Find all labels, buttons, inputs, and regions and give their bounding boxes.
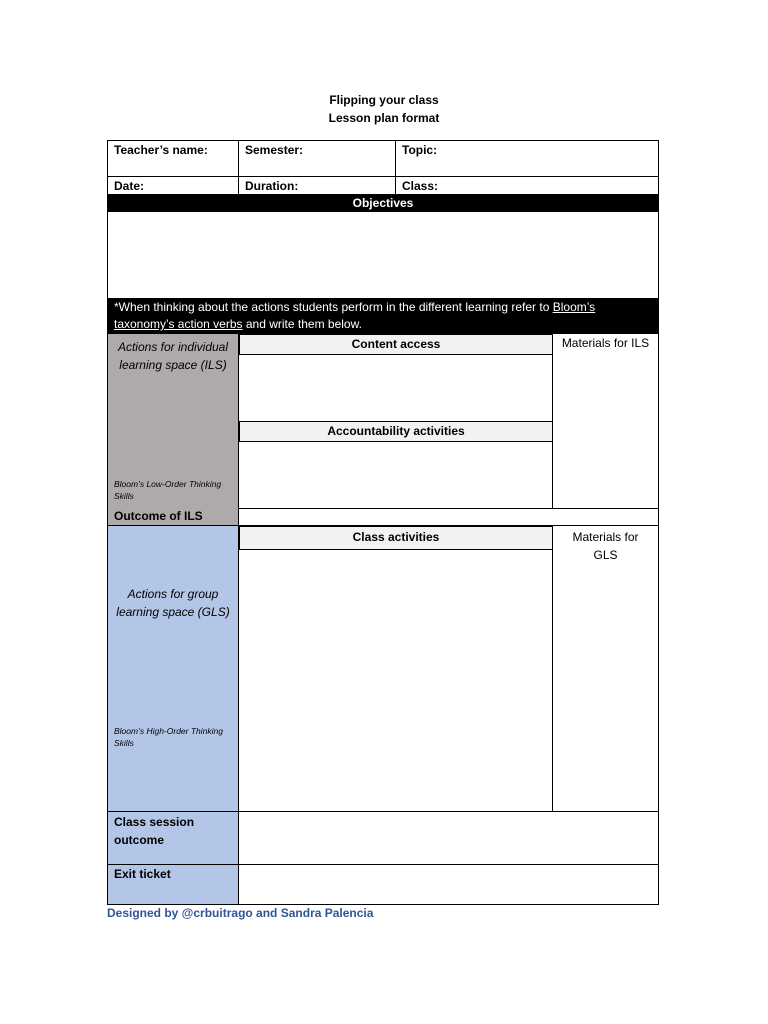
col-divider <box>395 141 396 194</box>
gls-label: Actions for group learning space (GLS) <box>116 587 230 619</box>
document-subtitle: Lesson plan format <box>328 111 440 125</box>
col-divider <box>238 334 239 508</box>
objectives-area <box>108 212 658 298</box>
note-prefix: *When thinking about the actions students perform in the different learning refer to <box>114 300 550 314</box>
topic-field: Topic: <box>402 143 438 157</box>
exit-ticket-label: Exit ticket <box>114 867 171 881</box>
designer-credit: Designed by @crbuitrago and Sandra Palencia <box>107 906 374 920</box>
teacher-name-field: Teacher’s name: <box>114 143 208 157</box>
class-field: Class: <box>402 179 439 193</box>
col-divider <box>552 334 553 508</box>
ils-outcome-label: Outcome of ILS <box>108 508 239 525</box>
col-divider <box>552 526 553 811</box>
lesson-plan-table <box>107 140 659 905</box>
objectives-heading: Objectives <box>108 194 658 212</box>
content-access-header: Content access <box>239 334 553 355</box>
date-field: Date: <box>114 179 145 193</box>
note-suffix: and write them below. <box>245 317 362 331</box>
col-divider <box>238 508 239 525</box>
materials-ils-label: Materials for ILS <box>561 336 650 350</box>
ils-label-cell <box>108 334 239 508</box>
duration-field: Duration: <box>245 179 299 193</box>
class-session-outcome-label: Class session outcome <box>114 815 195 847</box>
bloom-note-band <box>108 298 658 334</box>
gls-bloom-note: Bloom’s High-Order Thinking Skills <box>114 726 223 748</box>
accountability-activities-header: Accountability activities <box>239 421 553 442</box>
materials-gls-label: Materials for GLS <box>572 530 639 562</box>
col-divider <box>238 526 239 904</box>
class-activities-header: Class activities <box>239 526 553 550</box>
bloom-link-part1[interactable]: Bloom’s <box>552 300 596 314</box>
semester-field: Semester: <box>245 143 304 157</box>
bloom-link-part2[interactable]: taxonomy’s action verbs <box>114 317 243 331</box>
col-divider <box>238 141 239 194</box>
ils-bloom-note: Bloom’s Low-Order Thinking Skills <box>114 479 222 501</box>
ils-label: Actions for individual learning space (ILS) <box>117 340 229 372</box>
document-title: Flipping your class <box>329 93 439 107</box>
